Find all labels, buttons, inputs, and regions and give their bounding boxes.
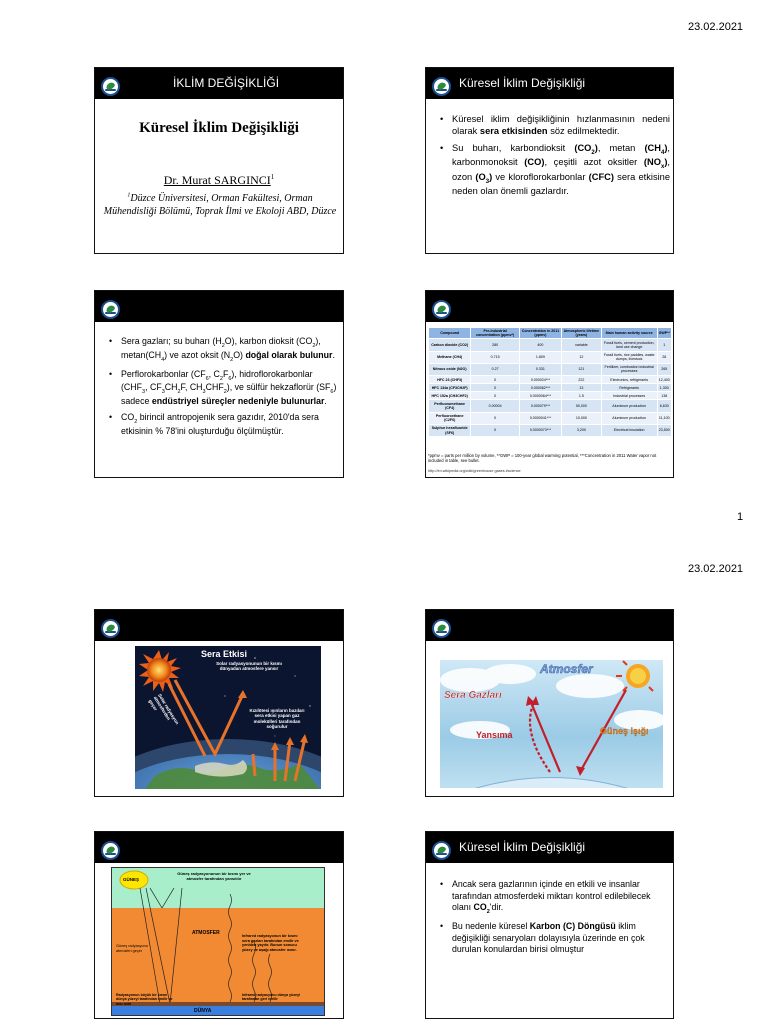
slide-greenhouse-gases bbox=[425, 67, 674, 254]
table-cell: Refrigerants bbox=[601, 384, 657, 392]
label-atmosfer: ATMOSFER bbox=[192, 930, 220, 936]
page-date: 23.02.2021 bbox=[688, 21, 744, 33]
table-cell: 0 bbox=[471, 376, 520, 384]
table-row bbox=[429, 376, 672, 384]
atmosphere-figure bbox=[440, 660, 663, 788]
author-name-text: Dr. Murat SARGINCI bbox=[163, 173, 271, 187]
figure-title: Sera Etkisi bbox=[201, 649, 248, 659]
university-logo-icon bbox=[432, 841, 451, 860]
table-row bbox=[429, 384, 672, 392]
affiliation-superscript: 1 bbox=[127, 192, 131, 199]
university-logo-icon bbox=[432, 619, 451, 638]
affiliation-text: Düzce Üniversitesi, Orman Fakültesi, Orman Mühendisliği Bölümü, Toprak İlmi ve Ekoloji ABD, Düzce bbox=[103, 193, 337, 217]
greenhouse-effect-figure bbox=[135, 646, 321, 789]
table-cell: 6,630 bbox=[657, 400, 671, 412]
bullet-item: • Bu nedenle küresel Karbon (C) Döngüsü iklim değişikliği senaryoları dolayısıyla üzerinde en çok durulan konulardan birisi olmuştur bbox=[440, 921, 668, 956]
table-cell: Fossil fuels, rice paddies, waste dumps, livestock bbox=[601, 351, 657, 363]
table-header-cell: Pre-industrial concentration (ppmv*) bbox=[471, 328, 520, 339]
table-cell: 23,500 bbox=[657, 424, 671, 436]
slide-header bbox=[426, 832, 673, 863]
table-cell: Fertilizer, combustion industrial processes bbox=[601, 363, 657, 375]
table-cell: 0.27 bbox=[471, 363, 520, 375]
table-cell: Aluminum production bbox=[601, 412, 657, 424]
table-cell: 400 bbox=[519, 339, 561, 351]
table-cell: Sulphur hexafluoride (SF6) bbox=[429, 424, 471, 436]
table-source: http://en.wikipedia.org/wiki/greenhouse gases #science bbox=[428, 469, 521, 473]
radiation-figure bbox=[111, 867, 325, 1016]
table-cell: 0.000062*** bbox=[519, 384, 561, 392]
table-cell: 265 bbox=[657, 363, 671, 375]
table-header-cell: Atmospheric lifetime (years) bbox=[561, 328, 601, 339]
bullet-list bbox=[440, 114, 670, 203]
bullet-item: • Su buharı, karbondioksit $(CO_2)$, metan $(CH_4)$, karbonmonoksit (CO), çeşitli azot oksitler $(NO_x)$, ozon $(O_3)$ ve kloroflorokarbonlar (CFC) sera etkisine neden olan önemli gazlardır. bbox=[440, 143, 670, 198]
page-date: 23.02.2021 bbox=[688, 563, 744, 575]
label-infrared-absorbed: Kızılötesi ışınların bazıları sera etkisi yapan gaz molekülleri tarafından soğurulur bbox=[249, 708, 305, 730]
slide-radiation-diagram bbox=[94, 831, 344, 1019]
university-logo-icon bbox=[101, 77, 120, 96]
table-cell: Nitrous oxide (N2O) bbox=[429, 363, 471, 375]
table-cell: 0.00004 bbox=[471, 400, 520, 412]
table-cell: 10,000 bbox=[561, 412, 601, 424]
table-cell: 0.000024*** bbox=[519, 376, 561, 384]
university-logo-icon bbox=[101, 300, 120, 319]
table-notes: *ppmv = parts per million by volume, **GWP = 100-year global warming potential, ***Concentration in 2011 Water vapor not included in table, see bullet. bbox=[428, 453, 657, 464]
table-header-cell: Main human activity source bbox=[601, 328, 657, 339]
table-cell: HFC 152a (CH3CHF2) bbox=[429, 392, 471, 400]
table-cell: 3,200 bbox=[561, 424, 601, 436]
label-sera-gazlari: Sera Gazları bbox=[444, 690, 502, 701]
bullet-list bbox=[109, 336, 341, 442]
gas-table-container bbox=[428, 327, 672, 437]
bullet-list bbox=[440, 879, 668, 961]
table-header-cell: Concentration in 2011 (ppmv) bbox=[519, 328, 561, 339]
university-logo-icon bbox=[432, 300, 451, 319]
page-number: 1 bbox=[737, 511, 744, 523]
bullet-item: • Küresel iklim değişikliğinin hızlanmasının nedeni olarak sera etkisinden söz edilmektedir. bbox=[440, 114, 670, 138]
table-cell: 28 bbox=[657, 351, 671, 363]
table-cell: Perfluoromethane (CF4) bbox=[429, 400, 471, 412]
table-cell: 0 bbox=[471, 424, 520, 436]
table-cell: HFC 23 (CHF3) bbox=[429, 376, 471, 384]
label-solar-passes: Solar radyasyon atmosferden geçer bbox=[147, 692, 180, 726]
table-cell: Aluminum production bbox=[601, 400, 657, 412]
table-cell: 50,000 bbox=[561, 400, 601, 412]
slide-header bbox=[426, 291, 673, 322]
bullet-item: • Sera gazları; su buharı $(H_2O)$, karbon dioksit $(CO_2)$, $metan(CH_4)$ ve azot oksit $(N_2O)$ doğal olarak bulunur. bbox=[109, 336, 341, 364]
atmosphere-illustration bbox=[440, 660, 663, 788]
bullet-item: • Ancak sera gazlarının içinde en etkili ve insanlar tarafından atmosferdeki miktarı kontrol edilebilecek olanı $CO_2'dir$. bbox=[440, 879, 668, 916]
label-right-text: Infrared radyasyonun bir kısmı sera gazları tarafından emilir ve yeniden yayılır. Bunun sonucu yüzey ve aşağı atmosfer ısınır. bbox=[242, 934, 299, 953]
slide-header bbox=[95, 291, 343, 322]
table-row bbox=[429, 424, 672, 436]
table-cell: variable bbox=[561, 339, 601, 351]
university-logo-icon bbox=[432, 77, 451, 96]
table-cell: 13 bbox=[561, 384, 601, 392]
table-cell: Fossil fuels, cement production, land use change bbox=[601, 339, 657, 351]
university-logo-icon bbox=[101, 841, 120, 860]
table-header-cell: GWP** bbox=[657, 328, 671, 339]
slide-title bbox=[94, 67, 344, 254]
slide-greenhouse-effect bbox=[94, 609, 344, 797]
label-bottom-right: Infrared radyasyonu dünya yüzeyi tarafından geri verilir bbox=[242, 993, 301, 1002]
table-cell: HFC 134a (CF3CH2F) bbox=[429, 384, 471, 392]
slide-header bbox=[426, 68, 673, 99]
slide-gas-table bbox=[425, 290, 674, 478]
slide-header bbox=[426, 610, 673, 641]
table-row bbox=[429, 412, 672, 424]
table-header-cell: Compound bbox=[429, 328, 471, 339]
table-cell: 0 bbox=[471, 392, 520, 400]
slide-gas-sources bbox=[94, 290, 344, 478]
table-cell: 1.809 bbox=[519, 351, 561, 363]
label-bottom-left: Radyasyonun büyük bir kısmı dünya yüzeyi tarafından emilir ve onu ısıtır bbox=[116, 993, 173, 1006]
table-cell: 138 bbox=[657, 392, 671, 400]
table-cell: 1.5 bbox=[561, 392, 601, 400]
university-logo-icon bbox=[101, 619, 120, 638]
label-dunya: DÜNYA bbox=[194, 1008, 212, 1014]
table-cell: Electrical insulation bbox=[601, 424, 657, 436]
table-row bbox=[429, 363, 672, 375]
table-cell: 1,300 bbox=[657, 384, 671, 392]
table-cell: 0.0000041*** bbox=[519, 412, 561, 424]
table-row bbox=[429, 339, 672, 351]
table-cell: 0.000079*** bbox=[519, 400, 561, 412]
slide-header bbox=[95, 68, 343, 99]
table-cell: Industrial processes bbox=[601, 392, 657, 400]
table-cell: 121 bbox=[561, 363, 601, 375]
greenhouse-gas-table bbox=[428, 327, 672, 437]
table-row bbox=[429, 400, 672, 412]
table-cell: 280 bbox=[471, 339, 520, 351]
table-cell: 0 bbox=[471, 412, 520, 424]
sun-icon bbox=[139, 650, 181, 692]
presentation-title: Küresel İklim Değişikliği bbox=[139, 120, 299, 136]
table-cell: 11,100 bbox=[657, 412, 671, 424]
table-row bbox=[429, 351, 672, 363]
table-cell: 0.0000073*** bbox=[519, 424, 561, 436]
bullet-item: • Perflorokarbonlar ($CF_6$, $C_2F_6$), hidroflorokarbonlar ($CHF_3$, $CF_3CH_2F$, $CH_3CHF_2$), ve sülfür hekzaflorür $(SF_6)$ sadece endüstriyel süreçler nedeniyle bulunurlar. bbox=[109, 369, 341, 408]
table-cell: 222 bbox=[561, 376, 601, 384]
table-cell: 0.0000064*** bbox=[519, 392, 561, 400]
author-name bbox=[95, 173, 343, 188]
label-yansima: Yansıma bbox=[476, 730, 513, 740]
label-top-text: Güneş radyasyonunun bir kısmı yer ve atmosfer tarafından yansıtılır bbox=[177, 871, 251, 881]
label-reflected-solar: Solar radyasyonunun bir kısmı dünyadan atmosfere yansır bbox=[216, 661, 282, 672]
slide-atmosphere-diagram bbox=[425, 609, 674, 797]
author-superscript: 1 bbox=[270, 173, 275, 181]
table-cell: 12,400 bbox=[657, 376, 671, 384]
label-atmosfer: Atmosfer bbox=[540, 662, 593, 676]
slide-header-title: Küresel İklim Değişikliği bbox=[459, 76, 586, 90]
table-row bbox=[429, 392, 672, 400]
slide-header-title: İKLİM DEĞİŞİKLİĞİ bbox=[173, 76, 280, 90]
label-gunes: GÜNEŞ bbox=[123, 877, 140, 882]
label-gunes-isigi: Güneş Işığı bbox=[600, 726, 649, 736]
slide-header bbox=[95, 610, 343, 641]
table-cell: Electronics, refrigerants bbox=[601, 376, 657, 384]
table-cell: 0 bbox=[471, 384, 520, 392]
bullet-item: • $CO_2$ birincil antropojenik sera gazıdır, 2010'da sera etkisinin % 78'ini oluşturduğu ölçülmüştür. bbox=[109, 412, 341, 437]
table-cell: 12 bbox=[561, 351, 601, 363]
table-cell: Carbon dioxide (CO2) bbox=[429, 339, 471, 351]
affiliation bbox=[101, 192, 339, 218]
slide-header-title: Küresel İklim Değişikliği bbox=[459, 840, 586, 854]
table-cell: 1 bbox=[657, 339, 671, 351]
table-cell: 0.331 bbox=[519, 363, 561, 375]
slide-carbon-cycle bbox=[425, 831, 674, 1019]
table-cell: Methane (CH4) bbox=[429, 351, 471, 363]
slide-header bbox=[95, 832, 343, 863]
table-cell: 0.715 bbox=[471, 351, 520, 363]
table-cell: Perfluoroethane (C2F6) bbox=[429, 412, 471, 424]
label-left-text: Güneş radyasyonu atmosferi geçer bbox=[116, 944, 148, 953]
